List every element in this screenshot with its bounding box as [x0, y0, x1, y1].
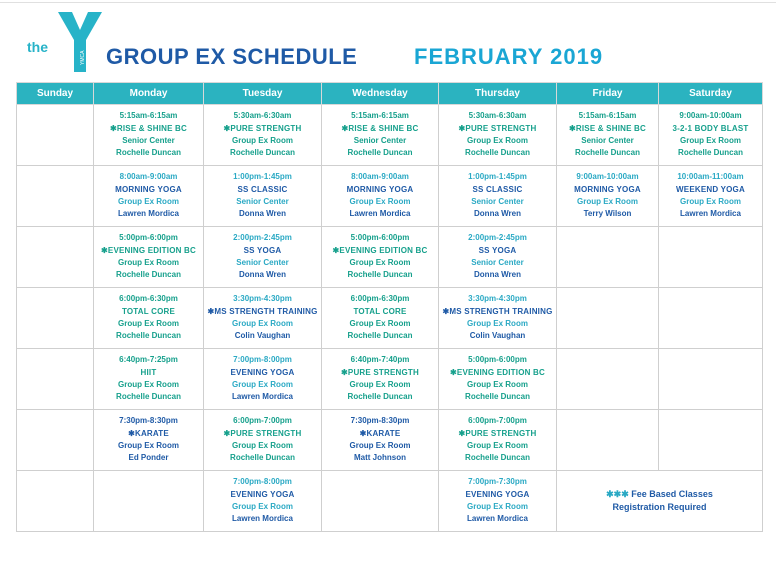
schedule-cell-saturday	[659, 166, 763, 227]
class-time: 8:00am-9:00am	[119, 172, 178, 182]
ymca-logo	[20, 10, 104, 74]
class-room: Senior Center	[471, 197, 524, 206]
class-room: Group Ex Room	[467, 441, 528, 450]
class-instructor: Rochelle Duncan	[347, 392, 413, 402]
schedule-cell-saturday	[659, 105, 763, 166]
class-name: ✱PURE STRENGTH	[458, 123, 537, 133]
class-room: Group Ex Room	[232, 319, 293, 328]
schedule-cell-thursday	[439, 105, 557, 166]
class-room: Senior Center	[581, 136, 634, 145]
schedule-cell-thursday	[439, 227, 557, 288]
class-name: TOTAL CORE	[121, 306, 176, 316]
schedule-cell-wednesday	[322, 105, 439, 166]
class-time: 5:00pm-6:00pm	[350, 233, 410, 243]
schedule-cell-wednesday	[322, 410, 439, 471]
class-time: 10:00am-11:00am	[677, 172, 744, 182]
class-time: 7:00pm-8:00pm	[233, 477, 292, 487]
class-room: Group Ex Room	[232, 441, 293, 450]
class-name: ✱RISE & SHINE BC	[109, 123, 188, 133]
class-name: SS YOGA	[243, 245, 282, 255]
schedule-cell-sunday	[17, 105, 94, 166]
schedule-cell-friday	[557, 227, 659, 288]
class-instructor: Rochelle Duncan	[116, 331, 181, 341]
class-entry	[557, 110, 658, 160]
day-header-thursday: Thursday	[439, 83, 557, 105]
schedule-cell-tuesday	[204, 105, 322, 166]
schedule-cell-sunday	[17, 410, 94, 471]
class-name: ✱PURE STRENGTH	[223, 123, 302, 133]
class-name: HIIT	[140, 367, 157, 377]
class-name: MORNING YOGA	[115, 184, 182, 194]
class-time: 1:00pm-1:45pm	[233, 172, 292, 182]
class-entry	[439, 110, 556, 160]
class-name: SS CLASSIC	[472, 184, 523, 194]
class-entry	[322, 415, 438, 465]
class-entry	[204, 232, 321, 282]
class-room: Group Ex Room	[232, 136, 293, 145]
schedule-month: FEBRUARY 2019	[414, 44, 604, 69]
day-header-tuesday: Tuesday	[204, 83, 322, 105]
schedule-cell-saturday	[659, 410, 763, 471]
schedule-cell-wednesday	[322, 288, 439, 349]
class-room: Senior Center	[122, 136, 175, 145]
page-title: GROUP EX SCHEDULE	[106, 44, 358, 69]
class-entry	[659, 171, 762, 221]
class-entry	[439, 232, 556, 282]
class-time: 5:15am-6:15am	[119, 111, 178, 121]
class-time: 7:00pm-8:00pm	[233, 355, 292, 365]
schedule-cell-thursday	[439, 288, 557, 349]
class-time: 5:15am-6:15am	[578, 111, 637, 121]
class-time: 3:30pm-4:30pm	[468, 294, 527, 304]
time-slot-row	[17, 105, 763, 166]
class-time: 7:30pm-8:30pm	[119, 416, 178, 426]
class-time: 5:00pm-6:00pm	[119, 233, 178, 243]
fee-note-cell	[557, 471, 763, 532]
class-instructor: Donna Wren	[239, 270, 286, 280]
class-time: 1:00pm-1:45pm	[468, 172, 527, 182]
class-name: EVENING YOGA	[465, 489, 530, 499]
schedule-cell-wednesday	[322, 471, 439, 532]
schedule-cell-tuesday	[204, 166, 322, 227]
class-name: MORNING YOGA	[574, 184, 641, 194]
class-room: Group Ex Room	[467, 136, 528, 145]
class-instructor: Lawren Mordica	[680, 209, 741, 219]
schedule-cell-saturday	[659, 288, 763, 349]
class-entry	[322, 171, 438, 221]
class-name: ✱PURE STRENGTH	[458, 428, 537, 438]
class-room: Group Ex Room	[232, 502, 293, 511]
class-instructor: Donna Wren	[239, 209, 286, 219]
schedule-cell-monday	[94, 288, 204, 349]
class-name: 3-2-1 BODY BLAST	[672, 123, 749, 133]
class-name: ✱EVENING EDITION BC	[332, 245, 428, 255]
class-room: Group Ex Room	[118, 380, 179, 389]
class-entry	[204, 110, 321, 160]
class-name: SS CLASSIC	[237, 184, 288, 194]
schedule-cell-saturday	[659, 349, 763, 410]
class-entry	[94, 232, 203, 282]
class-time: 5:00pm-6:00pm	[468, 355, 527, 365]
class-room: Group Ex Room	[467, 380, 528, 389]
time-slot-row	[17, 227, 763, 288]
class-instructor: Ed Ponder	[128, 453, 169, 463]
class-instructor: Terry Wilson	[583, 209, 632, 219]
class-room: Group Ex Room	[118, 319, 179, 328]
class-name: ✱RISE & SHINE BC	[568, 123, 647, 133]
class-room: Group Ex Room	[349, 258, 411, 267]
class-entry	[204, 476, 321, 526]
class-instructor: Lawren Mordica	[118, 209, 179, 219]
class-entry	[322, 232, 438, 282]
class-name: ✱MS STRENGTH TRAINING	[442, 306, 553, 316]
schedule-cell-tuesday	[204, 471, 322, 532]
schedule-cell-friday	[557, 410, 659, 471]
schedule-cell-sunday	[17, 166, 94, 227]
class-entry	[322, 110, 438, 160]
day-header-row	[17, 83, 763, 105]
class-time: 9:00am-10:00am	[679, 111, 742, 121]
class-name: ✱KARATE	[128, 428, 169, 438]
class-entry	[94, 293, 203, 343]
star-icon: ✱✱✱	[606, 489, 629, 499]
class-entry	[94, 354, 203, 404]
class-room: Group Ex Room	[349, 319, 411, 328]
top-border-line	[0, 2, 776, 3]
class-time: 6:00pm-6:30pm	[119, 294, 178, 304]
class-instructor: Rochelle Duncan	[116, 270, 181, 280]
class-entry	[439, 415, 556, 465]
class-instructor: Colin Vaughan	[469, 331, 526, 341]
class-instructor: Lawren Mordica	[467, 514, 528, 524]
schedule-cell-tuesday	[204, 227, 322, 288]
schedule-cell-monday	[94, 410, 204, 471]
class-room: Senior Center	[471, 258, 524, 267]
class-instructor: Rochelle Duncan	[347, 148, 413, 158]
schedule-cell-monday	[94, 166, 204, 227]
schedule-cell-sunday	[17, 227, 94, 288]
class-instructor: Rochelle Duncan	[465, 392, 530, 402]
schedule-cell-sunday	[17, 349, 94, 410]
schedule-table	[16, 82, 763, 532]
schedule-cell-friday	[557, 349, 659, 410]
fee-based-note	[557, 488, 762, 514]
svg-text:YMCA: YMCA	[80, 50, 86, 65]
class-time: 7:00pm-7:30pm	[468, 477, 527, 487]
class-entry	[94, 171, 203, 221]
class-entry	[439, 171, 556, 221]
class-name: ✱PURE STRENGTH	[341, 367, 419, 377]
class-instructor: Donna Wren	[474, 209, 521, 219]
class-entry	[322, 354, 438, 404]
class-name: ✱EVENING EDITION BC	[101, 245, 196, 255]
class-time: 5:15am-6:15am	[351, 111, 409, 121]
class-room: Group Ex Room	[467, 502, 528, 511]
class-entry	[439, 293, 556, 343]
schedule-cell-friday	[557, 288, 659, 349]
class-time: 2:00pm-2:45pm	[468, 233, 527, 243]
schedule-cell-wednesday	[322, 349, 439, 410]
schedule-cell-wednesday	[322, 227, 439, 288]
class-room: Senior Center	[236, 258, 289, 267]
class-name: ✱RISE & SHINE BC	[341, 123, 419, 133]
class-instructor: Rochelle Duncan	[347, 331, 413, 341]
class-room: Senior Center	[353, 136, 407, 145]
class-room: Group Ex Room	[232, 380, 293, 389]
class-instructor: Lawren Mordica	[232, 514, 293, 524]
class-instructor: Rochelle Duncan	[230, 148, 295, 158]
day-header-sunday: Sunday	[17, 83, 94, 105]
class-time: 6:00pm-6:30pm	[350, 294, 410, 304]
schedule-cell-tuesday	[204, 288, 322, 349]
class-time: 5:30am-6:30am	[233, 111, 292, 121]
class-instructor: Rochelle Duncan	[575, 148, 640, 158]
schedule-body	[17, 105, 763, 532]
time-slot-row	[17, 349, 763, 410]
fee-note-line1: Fee Based Classes	[631, 489, 713, 499]
day-header-monday: Monday	[94, 83, 204, 105]
class-instructor: Rochelle Duncan	[347, 270, 413, 280]
schedule-cell-sunday	[17, 288, 94, 349]
class-instructor: Rochelle Duncan	[230, 453, 295, 463]
class-time: 6:00pm-7:00pm	[233, 416, 292, 426]
class-entry	[204, 171, 321, 221]
class-time: 3:30pm-4:30pm	[233, 294, 292, 304]
schedule-cell-thursday	[439, 410, 557, 471]
class-room: Group Ex Room	[680, 136, 741, 145]
schedule-cell-tuesday	[204, 349, 322, 410]
time-slot-row	[17, 410, 763, 471]
class-entry	[204, 293, 321, 343]
class-entry	[659, 110, 762, 160]
class-instructor: Lawren Mordica	[232, 392, 293, 402]
class-instructor: Donna Wren	[474, 270, 521, 280]
class-instructor: Rochelle Duncan	[116, 392, 181, 402]
time-slot-row	[17, 288, 763, 349]
class-entry	[204, 354, 321, 404]
class-time: 7:30pm-8:30pm	[350, 416, 410, 426]
time-slot-row	[17, 471, 763, 532]
class-name: ✱KARATE	[359, 428, 401, 438]
class-name: WEEKEND YOGA	[676, 184, 745, 194]
class-room: Group Ex Room	[118, 197, 179, 206]
schedule-cell-thursday	[439, 471, 557, 532]
class-name: EVENING YOGA	[230, 367, 295, 377]
class-room: Group Ex Room	[349, 441, 411, 450]
schedule-cell-thursday	[439, 166, 557, 227]
schedule-cell-monday	[94, 227, 204, 288]
class-time: 6:40pm-7:25pm	[119, 355, 178, 365]
svg-text:the: the	[27, 39, 48, 55]
class-instructor: Rochelle Duncan	[465, 453, 530, 463]
schedule-cell-friday	[557, 166, 659, 227]
class-room: Senior Center	[236, 197, 289, 206]
class-room: Group Ex Room	[577, 197, 638, 206]
class-name: ✱PURE STRENGTH	[223, 428, 302, 438]
schedule-cell-sunday	[17, 471, 94, 532]
class-entry	[94, 110, 203, 160]
class-time: 8:00am-9:00am	[351, 172, 409, 182]
class-room: Group Ex Room	[680, 197, 741, 206]
class-room: Group Ex Room	[349, 380, 411, 389]
class-name: ✱EVENING EDITION BC	[450, 367, 545, 377]
schedule-cell-tuesday	[204, 410, 322, 471]
schedule-cell-monday	[94, 105, 204, 166]
class-instructor: Rochelle Duncan	[465, 148, 530, 158]
class-name: EVENING YOGA	[230, 489, 295, 499]
class-entry	[439, 354, 556, 404]
fee-note-line2: Registration Required	[612, 502, 707, 512]
class-instructor: Rochelle Duncan	[678, 148, 743, 158]
class-entry	[322, 293, 438, 343]
class-entry	[557, 171, 658, 221]
class-name: MORNING YOGA	[346, 184, 414, 194]
class-entry	[204, 415, 321, 465]
schedule-cell-wednesday	[322, 166, 439, 227]
class-entry	[439, 476, 556, 526]
schedule-cell-friday	[557, 105, 659, 166]
class-name: ✱MS STRENGTH TRAINING	[207, 306, 318, 316]
time-slot-row	[17, 166, 763, 227]
day-header-wednesday: Wednesday	[322, 83, 439, 105]
class-entry	[94, 415, 203, 465]
class-time: 2:00pm-2:45pm	[233, 233, 292, 243]
class-room: Group Ex Room	[349, 197, 411, 206]
day-header-friday: Friday	[557, 83, 659, 105]
day-header-saturday: Saturday	[659, 83, 763, 105]
class-time: 5:30am-6:30am	[468, 111, 527, 121]
class-instructor: Colin Vaughan	[234, 331, 291, 341]
schedule-cell-monday	[94, 349, 204, 410]
class-instructor: Matt Johnson	[354, 453, 406, 463]
class-room: Group Ex Room	[118, 441, 179, 450]
class-time: 9:00am-10:00am	[576, 172, 639, 182]
class-time: 6:00pm-7:00pm	[468, 416, 527, 426]
class-name: SS YOGA	[478, 245, 517, 255]
class-instructor: Rochelle Duncan	[116, 148, 181, 158]
class-time: 6:40pm-7:40pm	[350, 355, 410, 365]
schedule-cell-monday	[94, 471, 204, 532]
class-instructor: Lawren Mordica	[349, 209, 411, 219]
schedule-cell-saturday	[659, 227, 763, 288]
class-name: TOTAL CORE	[353, 306, 407, 316]
class-room: Group Ex Room	[118, 258, 179, 267]
schedule-cell-thursday	[439, 349, 557, 410]
class-room: Group Ex Room	[467, 319, 528, 328]
